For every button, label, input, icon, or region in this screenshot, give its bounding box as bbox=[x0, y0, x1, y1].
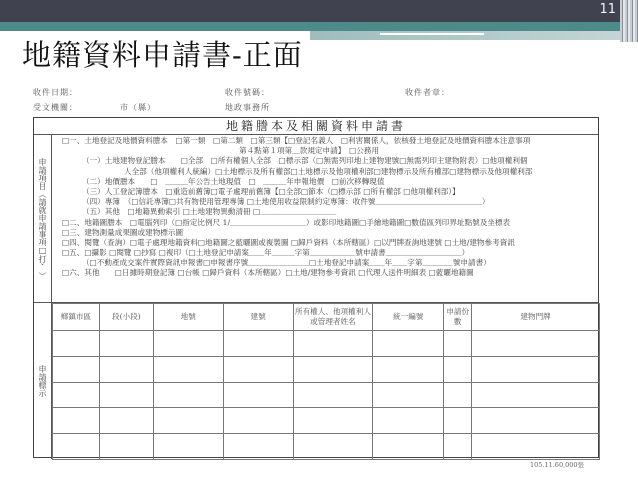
form-print-code: 105.11.60,000張 bbox=[530, 461, 585, 469]
col-id-number: 統一編號 bbox=[373, 304, 444, 331]
slide-accent-stripe bbox=[380, 33, 484, 35]
table-header-row bbox=[53, 304, 600, 331]
table-row bbox=[53, 331, 600, 357]
item-line[interactable]: □六、其他 □日據時期登記簿 □台帳 □歸戶資料（本所轄區）□土地/建物參考資訊 □代理人送件明細表 □藍曬地籍圖 bbox=[62, 268, 474, 278]
office-label: 地政事務所 bbox=[225, 103, 270, 112]
grid-side-label: 申請標示 bbox=[34, 303, 52, 459]
item-line[interactable]: （五）其他 □地籍異動索引 □土地建物異動清冊 □＿＿＿＿＿＿＿＿＿＿ bbox=[82, 207, 337, 217]
item-line[interactable]: （三）人工登記簿謄本 □重造前舊簿□電子處理前舊簿【□全部□節本（□標示部 □所有權部 □他項權利部）】 bbox=[82, 186, 460, 196]
item-line[interactable]: （二）地價謄本 □ ＿＿＿年公告土地現值 □ ＿＿＿年申報地價 □前次移轉現值 bbox=[82, 176, 385, 186]
receive-number-label: 收件號碼： bbox=[225, 88, 270, 97]
item-line[interactable]: （□不動產成交案件實際資訊申報書□申報書序號＿＿＿＿＿＿＿＿□土地登記申請案＿＿年＿＿字第＿＿＿＿號申請書） bbox=[82, 258, 491, 268]
table-row bbox=[53, 434, 600, 460]
receiver-seal-label: 收件者章： bbox=[405, 88, 450, 97]
col-section: 段(小段) bbox=[99, 304, 153, 331]
application-items-side-label: 申請項目（請就申請事項□打ˇ） bbox=[34, 135, 52, 303]
col-land-number: 地號 bbox=[153, 304, 223, 331]
item-line[interactable]: （一）土地建物登記謄本 □全部 □所有權個人全部 □標示部（□無需列印地上建物建號□無需列印主建物附表）□他項權利個 bbox=[82, 156, 528, 166]
item-line[interactable]: （四）專簿 （□信託專簿□共有物使用管理專簿 □土地使用收益限制約定專簿：收件號＿＿＿＿＿＿＿＿＿＿＿＿＿＿） bbox=[82, 197, 490, 207]
application-items bbox=[54, 136, 598, 302]
col-copies: 申請份數 bbox=[444, 304, 472, 331]
form-title: 地籍謄本及相關資料申請書 bbox=[34, 118, 598, 135]
slide-number: 11 bbox=[599, 2, 616, 17]
table-row bbox=[53, 356, 600, 382]
item-line[interactable]: □二、地籍圖謄本 □電腦列印（□指定比例尺 1/＿＿＿＿＿＿＿＿＿＿）或影印地籍圖□手繪地籍圖□數值區列印界址點號及坐標表 bbox=[62, 217, 511, 227]
slide-header-bar bbox=[0, 0, 638, 22]
col-district: 鄉鎮市區 bbox=[53, 304, 100, 331]
application-form bbox=[33, 117, 599, 458]
table-row bbox=[53, 382, 600, 408]
col-owner-name: 所有權人、他項權利人或管理者姓名 bbox=[293, 304, 373, 331]
agency-label: 受文機關： bbox=[33, 103, 78, 112]
item-line[interactable]: □一、土地登記及地價資料謄本 □第一類 □第二類 □第三類【□登記名義人 □利害關係人，依核發土地登記及地價資料謄本注意事項 bbox=[62, 136, 531, 145]
slide-edge-decoration bbox=[620, 0, 638, 42]
application-grid-area bbox=[34, 302, 598, 459]
col-address: 建物門牌 bbox=[472, 304, 600, 331]
item-line[interactable]: 人全部（他項權利人統編）□土地標示及所有權部□土地標示及他項權利部□建物標示及所有權部□建物標示及他項權利部 bbox=[124, 166, 533, 176]
item-line[interactable]: □四、閱覽（查詢）□電子處理地籍資料□地籍圖之藍曬圖或複製圖 □歸戶資料（本所轄區）□以門牌查詢地建號 □土地/建物參考資訊 bbox=[62, 237, 515, 247]
slide-title: 地籍資料申請書-正面 bbox=[22, 38, 303, 72]
table-row bbox=[53, 408, 600, 434]
slide-accent-bar bbox=[0, 22, 638, 31]
item-line[interactable]: 第４點第１項第＿款規定申請】 □公務用 bbox=[239, 146, 380, 156]
receive-date-label: 收件日期： bbox=[33, 88, 78, 97]
item-line[interactable]: □五、□攝影 □閱覽 □抄寫 □複印（□土地登記申請案＿＿年＿＿＿字第＿＿＿＿＿＿號申請書＿＿＿＿＿＿＿＿＿＿） bbox=[62, 248, 470, 258]
col-building-number: 建號 bbox=[223, 304, 293, 331]
city-label: 市（縣） bbox=[120, 103, 156, 112]
item-line[interactable]: □三、建物測量成果圖或建物標示圖 bbox=[62, 227, 184, 237]
application-table bbox=[52, 303, 600, 460]
